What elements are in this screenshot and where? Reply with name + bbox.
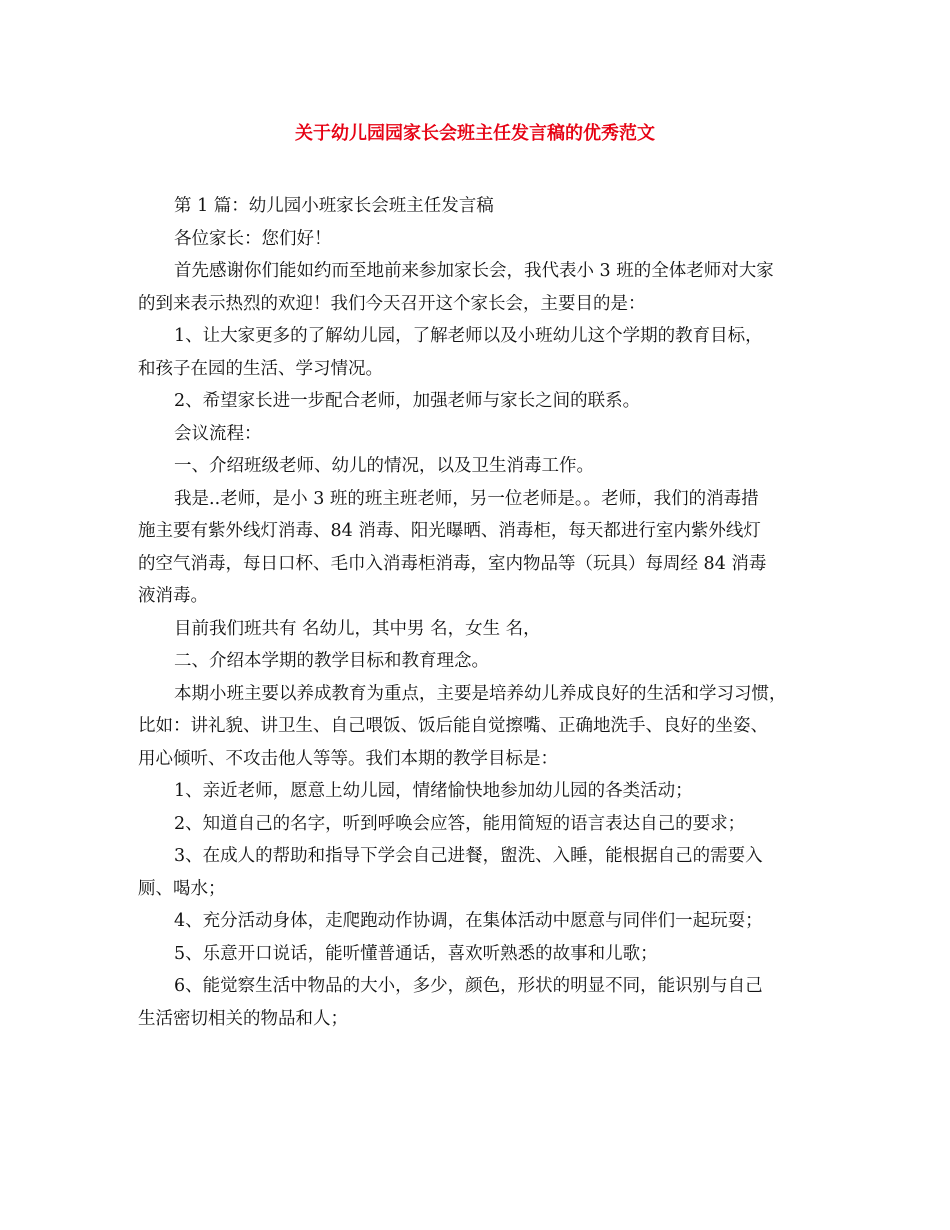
paragraph-line: 的空气消毒，每日口杯、毛巾入消毒柜消毒，室内物品等（玩具）每周经 84 消毒 — [138, 553, 767, 574]
paragraph-line: 目前我们班共有 名幼儿，其中男 名，女生 名， — [174, 618, 541, 639]
paragraph-line: 厕、喝水； — [138, 878, 226, 899]
paragraph-line: 本期小班主要以养成教育为重点，主要是培养幼儿养成良好的生活和学习习惯， — [174, 683, 787, 704]
body-paragraph — [138, 320, 814, 385]
paragraph-line: 第 1 篇：幼儿园小班家长会班主任发言稿 — [174, 196, 494, 216]
paragraph-line: 1、亲近老师，愿意上幼儿园，情绪愉快地参加幼儿园的各类活动； — [174, 781, 693, 801]
paragraph-line: 2、知道自己的名字，听到呼唤会应答，能用简短的语言表达自己的要求； — [174, 813, 746, 834]
body-paragraph — [138, 418, 814, 451]
body-paragraph — [138, 645, 814, 678]
body-paragraph — [138, 905, 814, 938]
body-paragraph — [138, 450, 814, 483]
paragraph-line: 施主要有紫外线灯消毒、84 消毒、阳光曝晒、消毒柜，每天都进行室内紫外线灯 — [138, 521, 761, 541]
paragraph-line: 用心倾听、不攻击他人等等。我们本期的教学目标是： — [138, 748, 558, 769]
paragraph-line: 液消毒。 — [138, 586, 208, 606]
paragraph-line: 会议流程： — [174, 423, 262, 444]
paragraph-line: 各位家长：您们好！ — [174, 228, 332, 249]
paragraph-line: 5、乐意开口说话，能听懂普通话，喜欢听熟悉的故事和儿歌； — [174, 943, 658, 964]
body-paragraph — [138, 190, 814, 223]
body-paragraph — [138, 223, 814, 256]
body-paragraph — [138, 483, 814, 613]
paragraph-line: 比如：讲礼貌、讲卫生、自己喂饭、饭后能自觉擦嘴、正确地洗手、良好的坐姿、 — [138, 716, 768, 736]
paragraph-line: 2、希望家长进一步配合老师，加强老师与家长之间的联系。 — [174, 391, 641, 411]
paragraph-line: 的到来表示热烈的欢迎！我们今天召开这个家长会，主要目的是： — [138, 293, 646, 314]
paragraph-line: 4、充分活动身体，走爬跑动作协调，在集体活动中愿意与同伴们一起玩耍； — [174, 911, 763, 931]
document-body — [138, 190, 814, 1035]
body-paragraph — [138, 775, 814, 808]
paragraph-line: 首先感谢你们能如约而至地前来参加家长会，我代表小 3 班的全体老师对大家 — [174, 261, 774, 281]
body-paragraph — [138, 613, 814, 646]
body-paragraph — [138, 255, 814, 320]
paragraph-line: 1、让大家更多的了解幼儿园，了解老师以及小班幼儿这个学期的教育目标， — [174, 326, 763, 346]
paragraph-line: 一、介绍班级老师、幼儿的情况，以及卫生消毒工作。 — [174, 456, 594, 476]
body-paragraph — [138, 678, 814, 776]
paragraph-line: 6、能觉察生活中物品的大小，多少，颜色，形状的明显不同，能识别与自己 — [174, 976, 763, 996]
body-paragraph — [138, 840, 814, 905]
paragraph-line: 3、在成人的帮助和指导下学会自己进餐，盥洗、入睡，能根据自己的需要入 — [174, 846, 763, 866]
body-paragraph — [138, 938, 814, 971]
paragraph-line: 生活密切相关的物品和人； — [138, 1008, 348, 1029]
paragraph-line: 和孩子在园的生活、学习情况。 — [138, 358, 383, 379]
paragraph-line: 二、介绍本学期的教学目标和教育理念。 — [174, 651, 489, 671]
document-title: 关于幼儿园园家长会班主任发言稿的优秀范文 — [295, 123, 655, 144]
body-paragraph — [138, 970, 814, 1035]
body-paragraph — [138, 385, 814, 418]
paragraph-line: 我是..老师，是小 3 班的班主班老师，另一位老师是。。老师，我们的消毒措 — [174, 488, 759, 509]
body-paragraph — [138, 808, 814, 841]
